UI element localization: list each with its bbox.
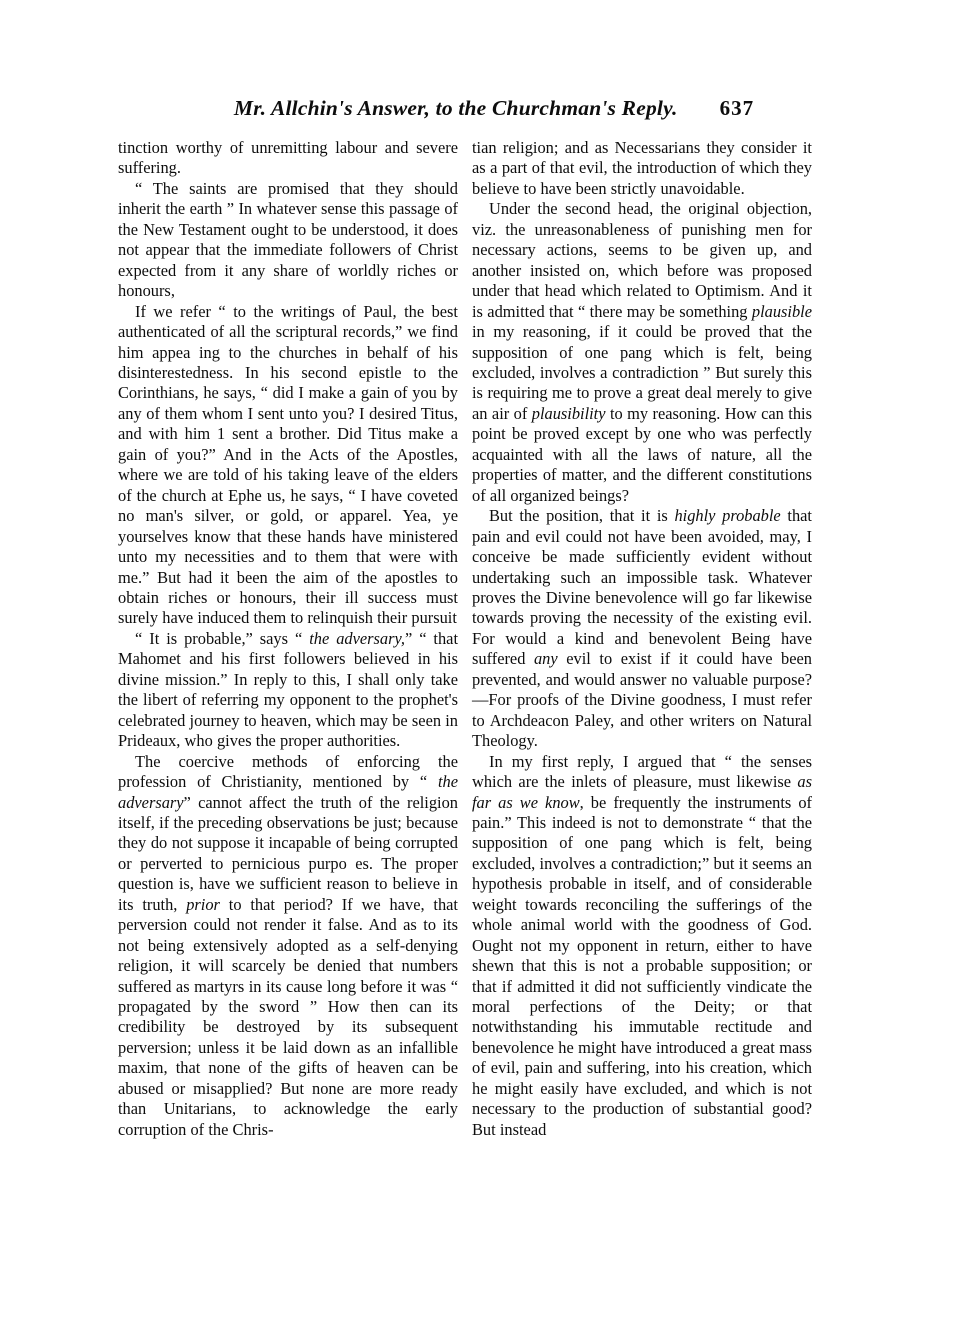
body-columns [118,138,870,1258]
running-head [118,96,870,130]
paragraph: Under the second head, the original objection, viz. the unreasonableness of punishing men for necessary actions, seems to be given up, and another insisted on, which before was proposed under that head which related to Optimism. And it is admitted that “ there may be something plausible in my reasoning, if it could be proved that the supposition of one pang which is felt, being excluded, involves a contradiction ” But surely this is requiring me to prove a great deal merely to give an air of plausibility to my reasoning. How can this point be proved except by one who was perfectly acquainted with all the laws of nature, all the properties of matter, and the different constitutions of all organized beings? [472,199,812,505]
paragraph: If we refer “ to the writings of Paul, the best authenticated of all the scriptural records,” we find him appea ing to the churches in behalf of his disinterestedness. In his second epistle to the Corinthians, he says, “ did I make a gain of you by any of them whom I sent unto you? I desired Titus, and with him 1 sent a brother. Did Titus make a gain of you?” And in the Acts of the Apostles, where we are told of his taking leave of the elders of the church at Ephe us, he says, “ I have coveted no man's silver, or gold, or apparel. Yea, ye yourselves know that these hands have ministered unto my necessities and to them that were with me.” But had it been the aim of the apostles to obtain riches or honours, their ill success must surely have induced them to relinquish their pursuit [118,301,458,628]
paragraph: tinction worthy of unremitting labour and severe suffering. [118,138,458,178]
paragraph: The coercive methods of enforcing the profession of Christianity, mentioned by “ the adversary” cannot affect the truth of the religion itself, if the preceding observations be just; because they do not suppose it incapable of being corrupted or perverted to pernicious purpo es. The proper question is, have we sufficient reason to believe in its truth, prior to that period? If we have, that perversion could not render it false. And as to its not being extensively adopted as a self-denying religion, it will scarcely be denied that numbers suffered as martyrs in its cause long before it was “ propagated by the sword ” How then can its credibility be destroyed by its subsequent perversion; unless it be laid down as an infallible maxim, that none of the gifts of heaven can be abused or misapplied? But none are more ready than Unitarians, to acknowledge the early corruption of the Chris- [118,751,458,1139]
paragraph: “ It is probable,” says “ the adversary,” “ that Mahomet and his first followers believed in his divine mission.” In reply to this, I shall only take the libert of referring my opponent to the prophet's celebrated journey to heaven, which may be seen in Prideaux, who gives the proper authorities. [118,628,459,751]
page-title: Mr. Allchin's Answer, to the Churchman's Reply. [233,96,678,120]
paragraph: “ The saints are promised that they should inherit the earth ” In whatever sense this passage of the New Testament ought to be understood, it does not appear that the immediate followers of Christ expected from it any share of worldly riches or honours, [118,178,458,301]
paragraph: tian religion; and as Necessarians they consider it as a part of that evil, the introduction of which they believe to have been strictly unavoidable. [472,138,812,198]
paragraph: In my first reply, I argued that “ the senses which are the inlets of pleasure, must likewise as far as we know, be frequently the instruments of pain.” This indeed is not to demonstrate “ that the supposition of one pang which is felt, being excluded, involves a contradiction;” but it seems an hypothesis probable in itself, and of considerable weight towards reconciling the sufferings of the whole animal world with the goodness of God. Ought not my opponent in return, either to have shewn that this is not a probable supposition; or that if admitted it did not sufficiently vindicate the moral perfections of the Deity; or that notwithstanding his immutable rectitude and benevolence he might have introduced a great mass of evil, pain and suffering, into his creation, which he might easily have excluded, and which is not necessary to the production of substantial good? But instead [472,751,812,1139]
paragraph: But the position, that it is highly probable that pain and evil could not have been avoided, may, I conceive be made sufficiently evident without undertaking such an impossible task. Whatever proves the Divine benevolence will go far likewise towards proving the necessity of the existing evil. For would a kind and benevolent Being have suffered any evil to exist if it could have been prevented, and would answer no valuable purpose?—For proofs of the Divine goodness, I must refer to Archdeacon Paley, and other writers on Natural Theology. [472,506,812,751]
column-left [118,138,458,1258]
column-right [472,138,812,1258]
page-number: 637 [719,96,755,120]
